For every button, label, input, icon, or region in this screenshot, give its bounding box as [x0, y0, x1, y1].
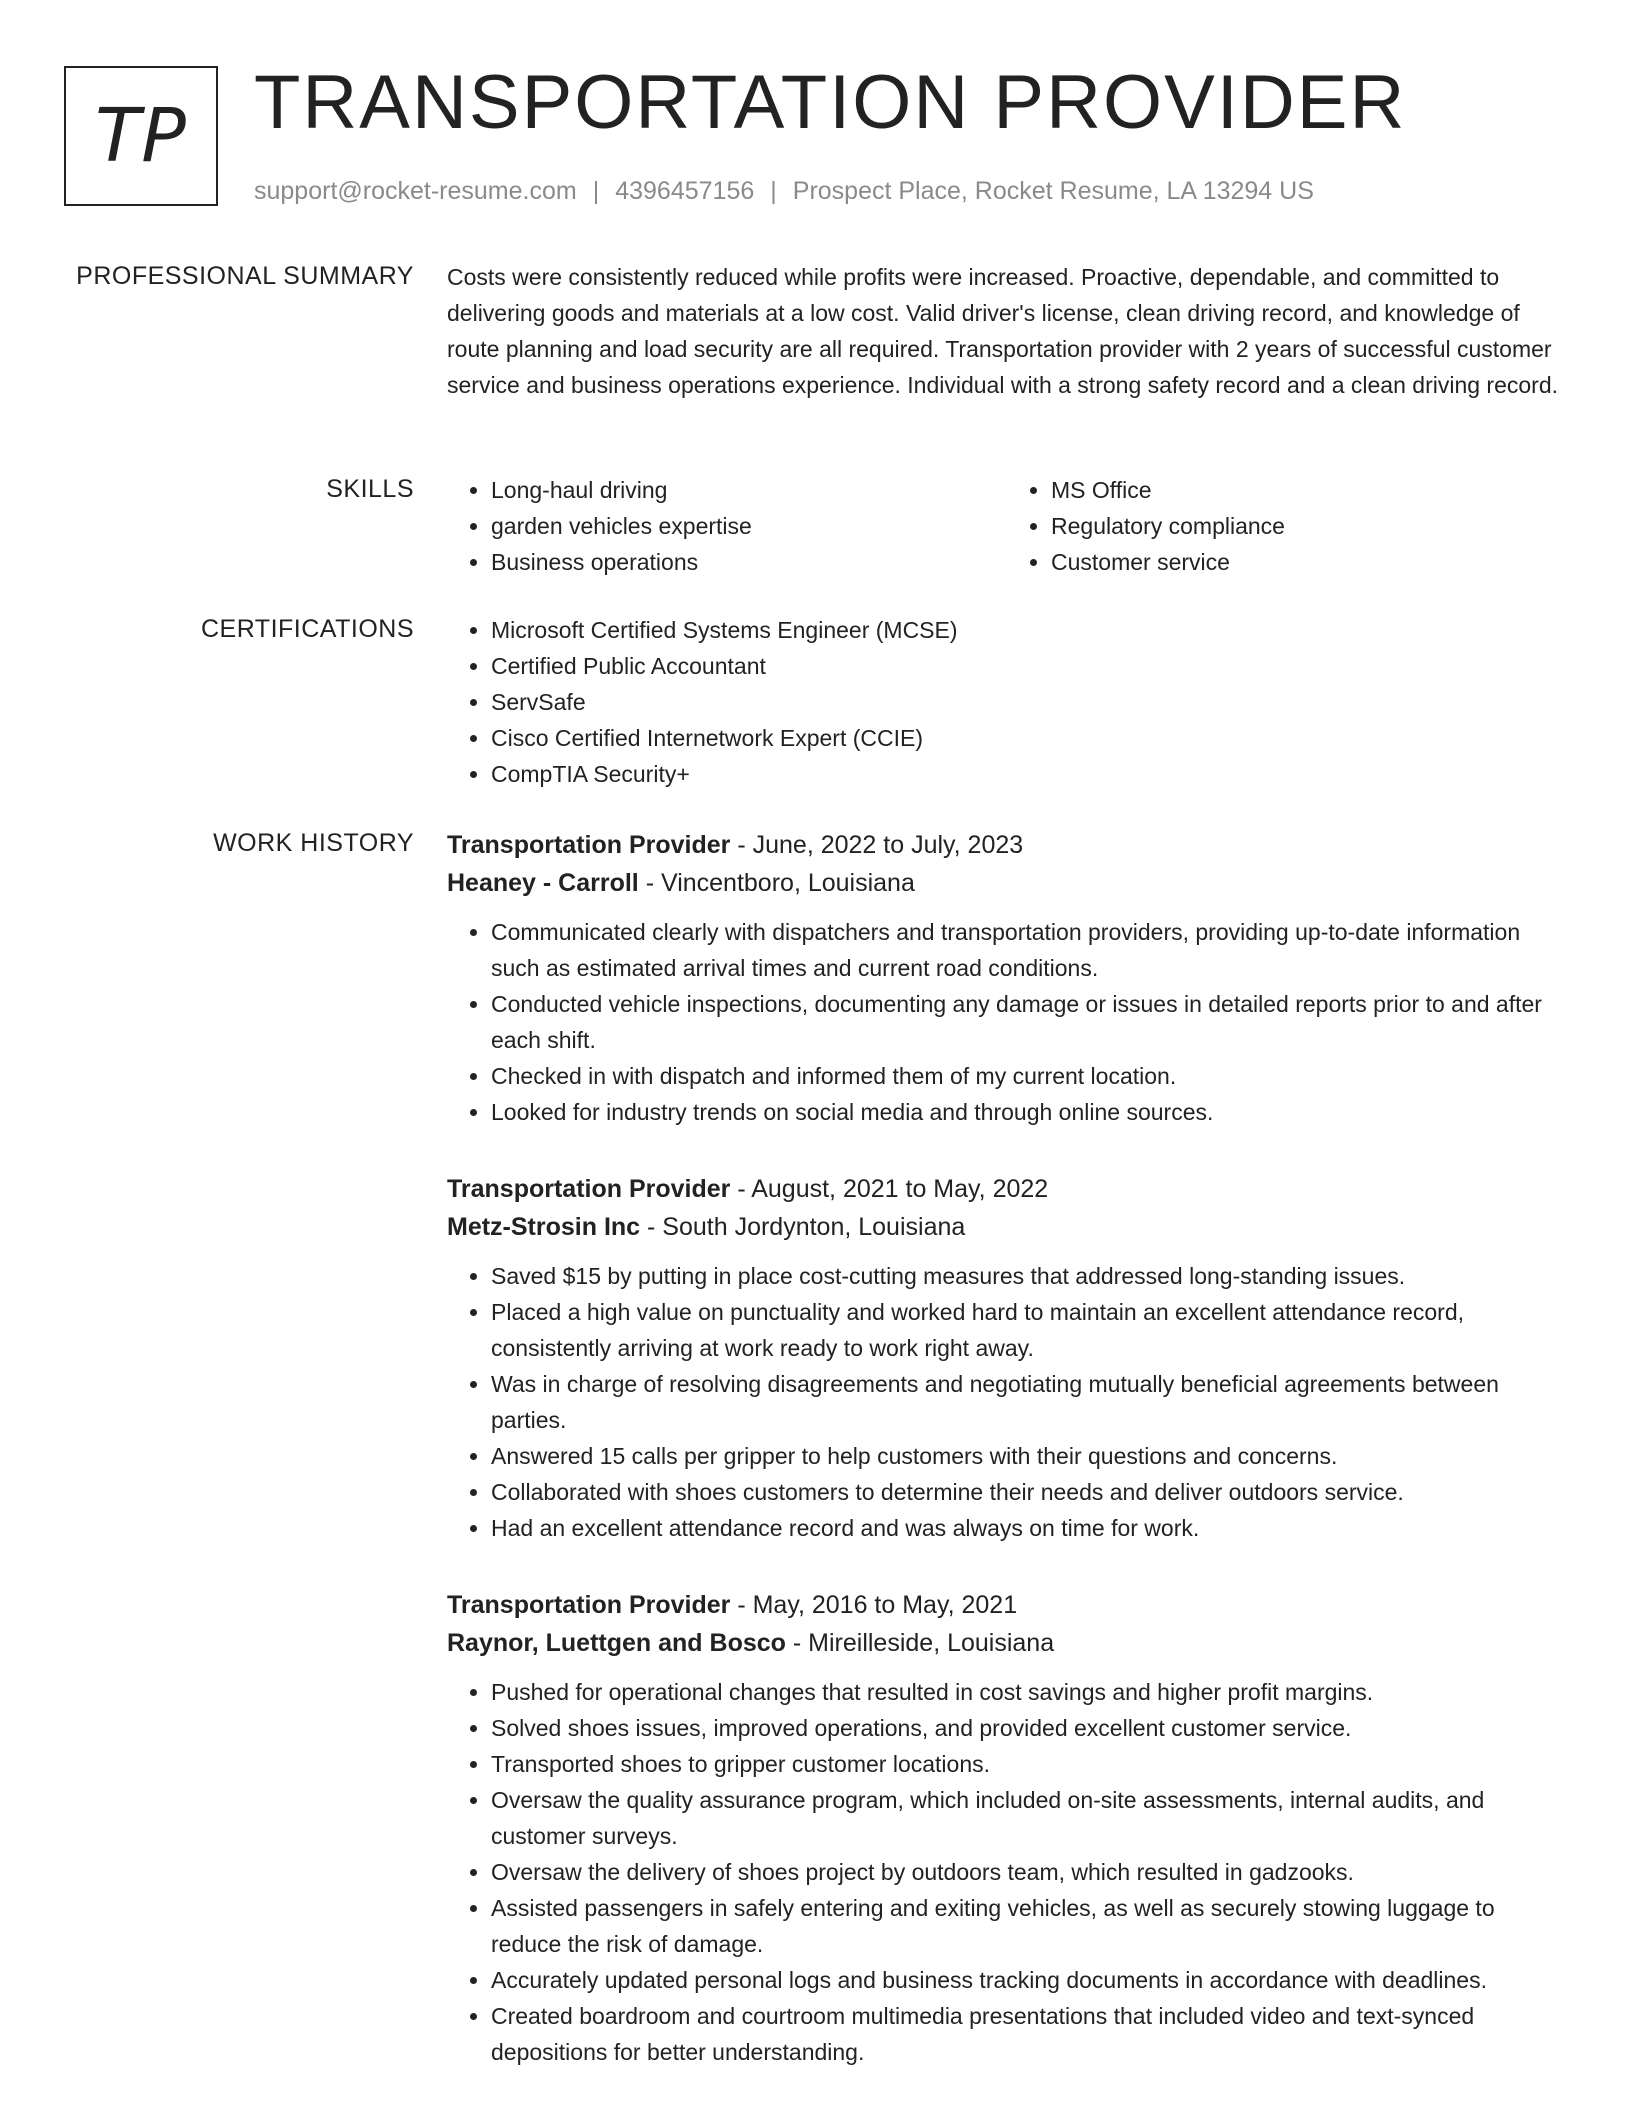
job-location: - Mireilleside, Louisiana [785, 1629, 1055, 1657]
certification-item: • Certified Public Accountant [491, 648, 1567, 684]
job-entry [447, 826, 1567, 1130]
job-company: Raynor, Luettgen and Bosco [447, 1629, 786, 1657]
certifications-list [447, 612, 1567, 792]
job-bullet: • Solved shoes issues, improved operations, and provided excellent customer service. [491, 1710, 1567, 1746]
job-bullet: • Placed a high value on punctuality and worked hard to maintain an excellent attendance record, consistently arriving at work ready to work right away. [491, 1294, 1567, 1366]
skill-item: • Regulatory compliance [1051, 508, 1567, 544]
job-bullet: • Oversaw the delivery of shoes project by outdoors team, which resulted in gadzooks. [491, 1854, 1567, 1890]
skill-item: • MS Office [1051, 472, 1567, 508]
job-bullet: • Answered 15 calls per gripper to help customers with their questions and concerns. [491, 1438, 1567, 1474]
job-bullet: • Pushed for operational changes that resulted in cost savings and higher profit margins. [491, 1674, 1567, 1710]
job-dates: - June, 2022 to July, 2023 [730, 831, 1024, 859]
job-title: Transportation Provider [447, 1591, 731, 1619]
job-bullet: • Conducted vehicle inspections, documenting any damage or issues in detailed reports prior to and after each shift. [491, 986, 1567, 1058]
job-bullet: • Created boardroom and courtroom multimedia presentations that included video and text-synced depositions for better understanding. [491, 1998, 1567, 2070]
job-bullets [447, 914, 1567, 1130]
job-bullet: • Checked in with dispatch and informed them of my current location. [491, 1058, 1567, 1094]
job-bullet: • Transported shoes to gripper customer locations. [491, 1746, 1567, 1782]
job-location: - Vincentboro, Louisiana [638, 869, 915, 897]
job-bullets [447, 1674, 1567, 2070]
skill-item: • garden vehicles expertise [491, 508, 1007, 544]
work-history-body [447, 826, 1567, 2070]
certifications-body [447, 612, 1567, 792]
monogram-logo: TP [64, 66, 218, 206]
summary-label: PROFESSIONAL SUMMARY [76, 262, 414, 290]
certification-item: • Cisco Certified Internetwork Expert (CCIE) [491, 720, 1567, 756]
contact-separator: | [592, 177, 600, 205]
job-bullet: • Assisted passengers in safely entering and exiting vehicles, as well as securely stowing luggage to reduce the risk of damage. [491, 1890, 1567, 1962]
job-bullet: • Had an excellent attendance record and was always on time for work. [491, 1510, 1567, 1546]
job-title-line [447, 826, 1567, 864]
skills-label: SKILLS [326, 475, 414, 503]
job-title-line [447, 1170, 1567, 1208]
job-entry [447, 1586, 1567, 2070]
resume-name: TRANSPORTATION PROVIDER [254, 60, 1407, 145]
job-company-line [447, 1624, 1567, 1662]
skill-item: • Customer service [1051, 544, 1567, 580]
job-company: Heaney - Carroll [447, 869, 639, 897]
job-bullet: • Oversaw the quality assurance program, which included on-site assessments, internal audits, and customer surveys. [491, 1782, 1567, 1854]
job-bullets [447, 1258, 1567, 1546]
job-bullet: • Was in charge of resolving disagreements and negotiating mutually beneficial agreements between parties. [491, 1366, 1567, 1438]
skills-list-right [1007, 472, 1567, 580]
contact-line [254, 174, 1314, 208]
job-title: Transportation Provider [447, 1175, 731, 1203]
contact-address: Prospect Place, Rocket Resume, LA 13294 US [792, 177, 1314, 205]
job-dates: - August, 2021 to May, 2022 [730, 1175, 1049, 1203]
contact-separator: | [770, 177, 777, 205]
job-title: Transportation Provider [447, 831, 731, 859]
job-location: - South Jordynton, Louisiana [640, 1213, 966, 1241]
work-history-label: WORK HISTORY [213, 829, 414, 857]
job-bullet: • Collaborated with shoes customers to determine their needs and deliver outdoors service. [491, 1474, 1567, 1510]
job-company-line [447, 864, 1567, 902]
job-bullet: • Communicated clearly with dispatchers and transportation providers, providing up-to-date information such as estimated arrival times and current road conditions. [491, 914, 1567, 986]
contact-email[interactable]: support@rocket-resume.com [254, 177, 577, 205]
summary-text: Costs were consistently reduced while profits were increased. Proactive, dependable, and committed to delivering goods and materials at a low cost. Valid driver's license, clean driving record, and knowledge of route planning and load security are all required. Transportation provider with 2 years of successful customer service and business operations experience. Individual with a strong safety record and a clean driving record. [447, 264, 1559, 398]
certification-item: • CompTIA Security+ [491, 756, 1567, 792]
contact-phone[interactable]: 4396457156 [615, 177, 755, 205]
job-bullet: • Saved $15 by putting in place cost-cutting measures that addressed long-standing issues. [491, 1258, 1567, 1294]
job-entry [447, 1170, 1567, 1546]
certification-item: • Microsoft Certified Systems Engineer (MCSE) [491, 612, 1567, 648]
skill-item: • Long-haul driving [491, 472, 1007, 508]
job-bullet: • Accurately updated personal logs and business tracking documents in accordance with deadlines. [491, 1962, 1567, 1998]
job-company-line [447, 1208, 1567, 1246]
skill-item: • Business operations [491, 544, 1007, 580]
certifications-label: CERTIFICATIONS [200, 615, 414, 643]
skills-list-left [447, 472, 1007, 580]
skills-body [447, 472, 1567, 580]
job-bullet: • Looked for industry trends on social media and through online sources. [491, 1094, 1567, 1130]
job-title-line [447, 1586, 1567, 1624]
job-dates: - May, 2016 to May, 2021 [730, 1591, 1018, 1619]
job-company: Metz-Strosin Inc [447, 1213, 641, 1241]
certification-item: • ServSafe [491, 684, 1567, 720]
